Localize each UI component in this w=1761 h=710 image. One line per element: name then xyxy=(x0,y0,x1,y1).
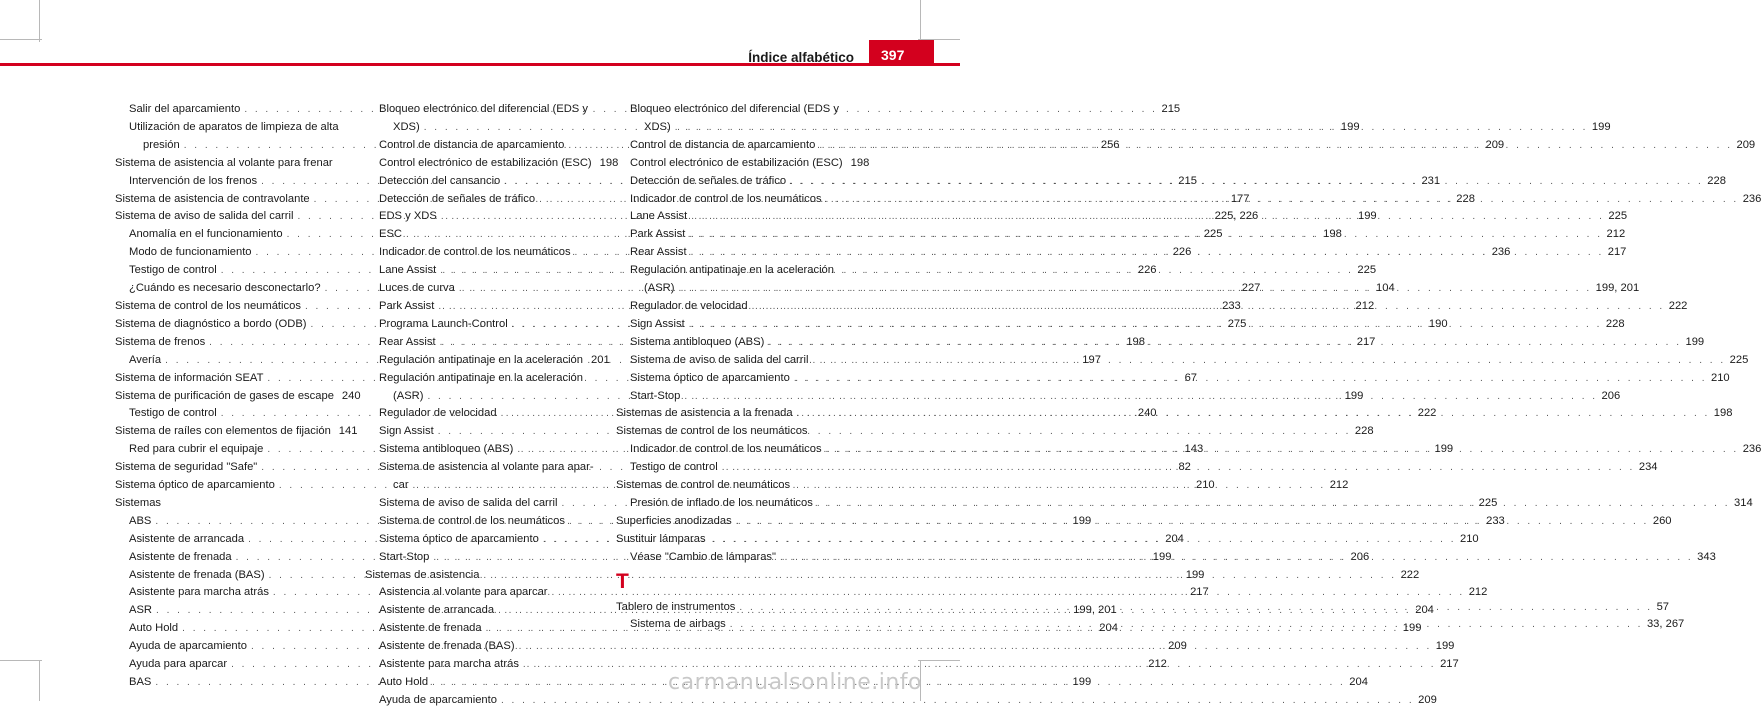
entry-page-ref[interactable]: 225, 226 xyxy=(1214,210,1259,223)
entry-label: Control electrónico de estabilización (ESC) xyxy=(630,156,843,169)
entry-page-ref[interactable]: 199 xyxy=(1344,389,1364,402)
entry-page-ref[interactable]: 256 xyxy=(1100,138,1120,151)
entry-label: Asistente para marcha atrás xyxy=(379,658,519,671)
entry-label: Bloqueo electrónico del diferencial (EDS y xyxy=(379,103,588,115)
entry-page-ref[interactable]: 234 xyxy=(1638,461,1658,474)
index-entry xyxy=(616,423,852,441)
entry-label: Sistema de asistencia de contravolante xyxy=(115,192,310,205)
dot-leader xyxy=(736,513,1649,531)
entry-page-ref[interactable]: 199 xyxy=(1591,120,1611,133)
entry-page-ref[interactable]: 201 xyxy=(591,353,610,366)
dot-leader xyxy=(691,244,1604,262)
entry-label: Programa Launch-Control xyxy=(379,317,508,330)
index-entry xyxy=(115,423,358,441)
entry-page-ref[interactable]: 198 xyxy=(1713,407,1733,420)
entry-label: Sistemas de asistencia xyxy=(365,568,480,581)
entry-label: Sistema de airbags xyxy=(630,618,726,631)
entry-page-ref[interactable]: 226 xyxy=(1172,246,1192,259)
entry-label: Sustituir lámparas xyxy=(616,532,706,545)
entry-label: Regulador de velocidad xyxy=(379,407,497,420)
index-entry xyxy=(616,477,852,495)
entry-page-ref[interactable]: 199 xyxy=(1434,443,1454,456)
entry-page-ref[interactable]: 198 xyxy=(599,156,619,169)
entry-page-ref[interactable]: 212 xyxy=(1355,299,1375,312)
index-subentry xyxy=(365,119,1360,137)
entry-label: Utilización de aparatos de limpieza de alta xyxy=(129,120,339,133)
entry-label: Park Assist xyxy=(630,228,686,241)
dot-leader xyxy=(768,334,1681,352)
watermark: carmanualsonline.info xyxy=(668,670,922,695)
dot-leader xyxy=(523,656,1436,674)
entry-label: Sistemas de asistencia a la frenada xyxy=(616,407,793,420)
entry-label: ABS xyxy=(129,514,152,527)
entry-label: Auto Hold xyxy=(379,676,429,688)
index-entry xyxy=(616,531,852,549)
entry-page-ref[interactable]: 57 xyxy=(1656,600,1670,613)
entry-label: Testigo de control xyxy=(129,264,217,277)
dot-leader xyxy=(730,616,1643,634)
entry-page-ref[interactable]: 215 xyxy=(1161,103,1181,115)
entry-label: Modo de funcionamiento xyxy=(129,246,252,259)
entry-page-ref[interactable]: 215 xyxy=(1178,174,1197,187)
entry-page-ref[interactable]: 190 xyxy=(1428,317,1448,330)
entry-page-ref[interactable]: 212 xyxy=(1606,228,1626,241)
entry-label: Presión de inflado de los neumáticos xyxy=(630,496,813,509)
entry-label: Sistema de aviso de salida del carril xyxy=(630,353,809,366)
entry-label: Sistema de seguridad "Safe" xyxy=(115,461,258,474)
entry-label: Anomalía en el funcionamiento xyxy=(129,228,283,241)
entry-label: Detección de señales de tráfico xyxy=(379,192,536,205)
entry-label: Sistema de aviso de salida del carril xyxy=(115,210,294,223)
entry-label: XDS) xyxy=(644,120,671,133)
entry-label: Start-Stop xyxy=(379,550,430,563)
entry-label: Véase "Cambio de lámparas" xyxy=(630,550,776,563)
entry-label: Asistencia al volante para aparcar xyxy=(379,586,548,599)
entry-page-ref[interactable]: 217 xyxy=(1440,658,1459,671)
entry-page-ref[interactable]: 199 xyxy=(1685,335,1705,348)
entry-page-ref[interactable]: 197 xyxy=(1082,353,1101,366)
entry-label: ESC xyxy=(379,228,403,241)
entry-page-ref[interactable]: 199 xyxy=(1152,550,1172,563)
entry-label: presión xyxy=(143,138,180,151)
entry-label: Sistema óptico de aparcamiento xyxy=(115,479,275,492)
entry-label: Testigo de control xyxy=(129,407,217,420)
entry-label: Sistema de frenos xyxy=(115,335,206,348)
crop-mark-tl-v xyxy=(39,0,40,42)
dot-leader xyxy=(501,692,1414,710)
entry-label: Indicador de control de los neumáticos xyxy=(630,443,822,456)
entry-label: Sistema de diagnóstico a bordo (ODB) xyxy=(115,317,307,330)
entry-label: car xyxy=(393,479,409,492)
entry-page-ref[interactable]: 222 xyxy=(1417,407,1437,420)
dot-leader xyxy=(797,405,1710,423)
entry-label: Sistema de raíles con elementos de fijación xyxy=(115,425,331,438)
dot-leader xyxy=(722,459,1635,477)
dot-leader xyxy=(812,352,1725,370)
entry-label: Control de distancia de aparcamiento xyxy=(630,138,816,151)
crop-mark-tr-v xyxy=(920,0,921,42)
entry-page-ref[interactable]: 198 xyxy=(850,156,870,169)
entry-label: (ASR) xyxy=(644,282,675,295)
entry-page-ref[interactable]: 228 xyxy=(1605,317,1625,330)
entry-label: Detección de señales de tráfico xyxy=(630,174,787,187)
entry-page-ref[interactable]: 236 xyxy=(1742,192,1761,205)
entry-page-ref[interactable]: 233 xyxy=(1486,514,1505,527)
entry-label: ASR xyxy=(129,604,153,617)
index-subentry xyxy=(365,692,1437,710)
dot-leader xyxy=(678,280,1591,298)
dot-leader xyxy=(691,208,1604,226)
entry-page-ref[interactable]: 199 xyxy=(1072,676,1092,688)
crop-mark-tl-h xyxy=(0,39,42,40)
index-subentry xyxy=(616,262,852,280)
entry-label: Asistente de arrancada xyxy=(379,604,495,617)
entry-label: Control de distancia de aparcamiento xyxy=(379,138,565,151)
entry-page-ref[interactable]: 204 xyxy=(1349,676,1368,688)
dot-leader xyxy=(819,137,1732,155)
entry-page-ref[interactable]: 177 xyxy=(1230,192,1250,205)
entry-page-ref[interactable]: 227 xyxy=(1241,282,1261,295)
index-entry xyxy=(115,155,350,173)
index-subentry xyxy=(365,459,600,477)
entry-label: Asistente de arrancada xyxy=(129,532,245,545)
entry-label: Start-Stop xyxy=(630,389,681,402)
page-title: Índice alfabético xyxy=(748,50,854,65)
entry-label: Sistema de asistencia al volante para apar- xyxy=(379,461,594,474)
entry-label: Regulador de velocidad xyxy=(630,299,748,312)
entry-label: Asistente de frenada (BAS) xyxy=(129,568,265,581)
entry-label: Intervención de los frenos xyxy=(129,174,258,187)
entry-label: Bloqueo electrónico del diferencial (EDS y xyxy=(630,103,839,115)
entry-label: Lane Assist xyxy=(379,264,437,277)
entry-label: Indicador de control de los neumáticos xyxy=(379,246,571,259)
entry-page-ref[interactable]: 210 xyxy=(1710,371,1730,384)
entry-label: (ASR) xyxy=(393,389,424,402)
entry-label: Sistema de control de los neumáticos xyxy=(115,299,301,312)
entry-page-ref[interactable]: 204 xyxy=(1165,532,1184,545)
entry-label: Sistemas de control de neumáticos xyxy=(616,479,791,492)
entry-label: Park Assist xyxy=(379,299,435,312)
entry-label: Luces de curva xyxy=(379,282,455,295)
entry-label: Superficies anodizadas xyxy=(616,514,732,527)
entry-label: Sign Assist xyxy=(630,317,685,330)
entry-page-ref[interactable]: 199 xyxy=(1402,622,1422,635)
entry-page-ref[interactable]: 225 xyxy=(1203,228,1223,241)
entry-page-ref[interactable]: 217 xyxy=(1356,335,1376,348)
entry-page-ref[interactable]: 225 xyxy=(1729,353,1749,366)
entry-page-ref[interactable]: 231 xyxy=(1421,174,1441,187)
dot-leader xyxy=(689,226,1602,244)
entry-label: Control electrónico de estabilización (ESC) xyxy=(379,156,592,169)
dot-leader xyxy=(826,191,1739,209)
dot-leader xyxy=(413,477,1326,495)
entry-page-ref[interactable]: 228 xyxy=(1354,425,1374,438)
entry-page-ref[interactable]: 260 xyxy=(1652,514,1672,527)
entry-page-ref[interactable]: 206 xyxy=(1601,389,1621,402)
index-entry xyxy=(115,388,361,406)
entry-label: Sistema antibloqueo (ABS) xyxy=(379,443,514,456)
dot-leader xyxy=(752,298,1665,316)
entry-page-ref[interactable]: 33, 267 xyxy=(1646,618,1685,631)
entry-label: Asistente de frenada (BAS) xyxy=(379,640,515,653)
entry-label: Sistema de purificación de gases de escape xyxy=(115,389,334,402)
index-subentry xyxy=(115,119,350,137)
crop-mark-bl-h xyxy=(0,660,42,661)
entry-label: Asistente para marcha atrás xyxy=(129,586,269,599)
index-letter-heading: T xyxy=(616,569,629,593)
entry-label: Salir del aparcamiento xyxy=(129,103,241,115)
entry-page-ref[interactable]: 209 xyxy=(1485,138,1505,151)
index-subentry xyxy=(365,370,600,388)
entry-page-ref[interactable]: 210 xyxy=(1459,532,1479,545)
entry-page-ref[interactable]: 212 xyxy=(1329,479,1349,492)
entry-label: Sistema óptico de aparcamiento xyxy=(630,371,790,384)
entry-page-ref[interactable]: 217 xyxy=(1190,586,1209,599)
index-subentry xyxy=(365,101,600,119)
entry-page-ref[interactable]: 199, 201 xyxy=(1073,604,1117,617)
dot-leader xyxy=(438,423,1351,441)
entry-label: Asistente de frenada xyxy=(379,622,482,635)
dot-leader xyxy=(817,495,1730,513)
entry-page-ref[interactable]: 198 xyxy=(1323,228,1342,241)
entry-page-ref[interactable]: 275 xyxy=(1227,317,1247,330)
index-subentry xyxy=(365,352,610,370)
entry-label: Regulación antipatinaje en la aceleración xyxy=(630,264,835,277)
entry-page-ref[interactable]: 199 xyxy=(1357,210,1377,223)
entry-page-ref[interactable]: 209 xyxy=(1418,693,1437,706)
entry-page-ref[interactable]: 210 xyxy=(1195,479,1215,492)
entry-page-ref[interactable]: 212 xyxy=(1148,658,1167,671)
entry-label: Sistemas de control de los neumáticos xyxy=(616,425,808,438)
entry-page-ref[interactable]: 82 xyxy=(1178,461,1191,474)
entry-page-ref[interactable]: 233 xyxy=(1222,299,1241,312)
entry-label: Sistema óptico de aparcamiento xyxy=(379,532,539,545)
index-subentry xyxy=(616,155,870,173)
entry-page-ref[interactable]: 314 xyxy=(1734,496,1753,509)
entry-label: Sistema antibloqueo (ABS) xyxy=(630,335,765,348)
entry-page-ref[interactable]: 199 xyxy=(1072,514,1092,527)
index-entry xyxy=(115,495,350,513)
entry-page-ref[interactable]: 206 xyxy=(1350,550,1370,563)
crop-mark-bl-v xyxy=(39,660,40,701)
dot-leader xyxy=(519,638,1432,656)
entry-label: Asistente de frenada xyxy=(129,550,232,563)
entry-label: Detección del cansancio xyxy=(379,174,501,187)
entry-label: Ayuda para aparcar xyxy=(129,658,228,671)
entry-page-ref[interactable]: 225 xyxy=(1478,496,1498,509)
entry-page-ref[interactable]: 228 xyxy=(1456,192,1475,205)
entry-page-ref[interactable]: 226 xyxy=(1137,264,1157,277)
entry-page-ref[interactable]: 236 xyxy=(1491,246,1511,259)
entry-page-ref[interactable]: 209 xyxy=(1736,138,1756,151)
entry-page-ref[interactable]: 222 xyxy=(1400,568,1420,581)
index-subentry xyxy=(616,101,852,119)
entry-label: Sistema de información SEAT xyxy=(115,371,264,384)
entry-page-ref[interactable]: 204 xyxy=(1099,622,1118,635)
entry-label: Avería xyxy=(129,353,162,366)
entry-label: Tablero de instrumentos xyxy=(616,600,736,613)
entry-page-ref[interactable]: 343 xyxy=(1697,550,1716,563)
page-number: 397 xyxy=(869,40,934,66)
entry-label: Regulación antipatinaje en la aceleración xyxy=(379,353,584,366)
entry-label: Sistema de aviso de salida del carril xyxy=(379,496,558,509)
dot-leader xyxy=(790,173,1703,191)
dot-leader xyxy=(440,262,1353,280)
entry-page-ref[interactable]: 204 xyxy=(1415,604,1434,617)
entry-label: Red para cubrir el equipaje xyxy=(129,443,264,456)
entry-page-ref[interactable]: 225 xyxy=(1357,264,1377,277)
entry-page-ref[interactable]: 240 xyxy=(1137,407,1157,420)
entry-label: EDS y XDS xyxy=(379,210,437,223)
entry-label: Ayuda de aparcamiento xyxy=(129,640,247,653)
index-subentry xyxy=(616,119,1611,137)
entry-page-ref[interactable]: 209 xyxy=(1168,640,1187,653)
entry-page-ref[interactable]: 225 xyxy=(1608,210,1628,223)
entry-label: Rear Assist xyxy=(630,246,687,259)
entry-page-ref[interactable]: 228 xyxy=(1707,174,1726,187)
entry-label: Sistema de asistencia al volante para frenar xyxy=(115,156,333,169)
entry-page-ref[interactable]: 199 xyxy=(1340,120,1360,133)
dot-leader xyxy=(739,599,1652,617)
entry-label: ¿Cuándo es necesario desconectarlo? xyxy=(129,282,321,295)
entry-label: Rear Assist xyxy=(379,335,436,348)
entry-label: Indicador de control de los neumáticos xyxy=(630,192,822,205)
entry-label: Sign Assist xyxy=(379,425,434,438)
entry-page-ref[interactable]: 236 xyxy=(1742,443,1761,456)
dot-leader xyxy=(675,119,1588,137)
entry-page-ref[interactable]: 198 xyxy=(1126,335,1145,348)
dot-leader xyxy=(689,316,1602,334)
entry-page-ref[interactable]: 199 xyxy=(1185,568,1205,581)
dot-leader xyxy=(684,388,1597,406)
entry-label: Ayuda de aparcamiento xyxy=(379,693,497,706)
entry-page-ref[interactable]: 67 xyxy=(1184,371,1198,384)
entry-page-ref[interactable]: 240 xyxy=(341,389,361,402)
entry-page-ref[interactable]: 222 xyxy=(1668,299,1688,312)
entry-page-ref[interactable]: 199 xyxy=(1435,640,1455,653)
entry-label: Auto Hold xyxy=(129,622,179,635)
entry-label: Lane Assist xyxy=(630,210,688,223)
entry-page-ref[interactable]: 141 xyxy=(338,425,358,438)
entry-label: XDS) xyxy=(393,120,420,133)
entry-page-ref[interactable]: 143 xyxy=(1184,443,1204,456)
entry-label: Sistema de control de los neumáticos xyxy=(379,514,565,527)
entry-page-ref[interactable]: 217 xyxy=(1607,246,1627,259)
dot-leader xyxy=(794,370,1707,388)
entry-page-ref[interactable]: 212 xyxy=(1468,586,1488,599)
entry-page-ref[interactable]: 104 xyxy=(1376,282,1395,295)
entry-page-ref[interactable]: 199, 201 xyxy=(1595,282,1640,295)
dot-leader xyxy=(826,441,1739,459)
entry-label: Testigo de control xyxy=(630,461,718,474)
entry-label: Regulación antipatinaje en la aceleración xyxy=(379,371,584,384)
dot-leader xyxy=(780,549,1693,567)
entry-label: BAS xyxy=(129,676,152,688)
entry-label: Sistemas xyxy=(115,496,162,509)
index-subentry xyxy=(365,155,619,173)
